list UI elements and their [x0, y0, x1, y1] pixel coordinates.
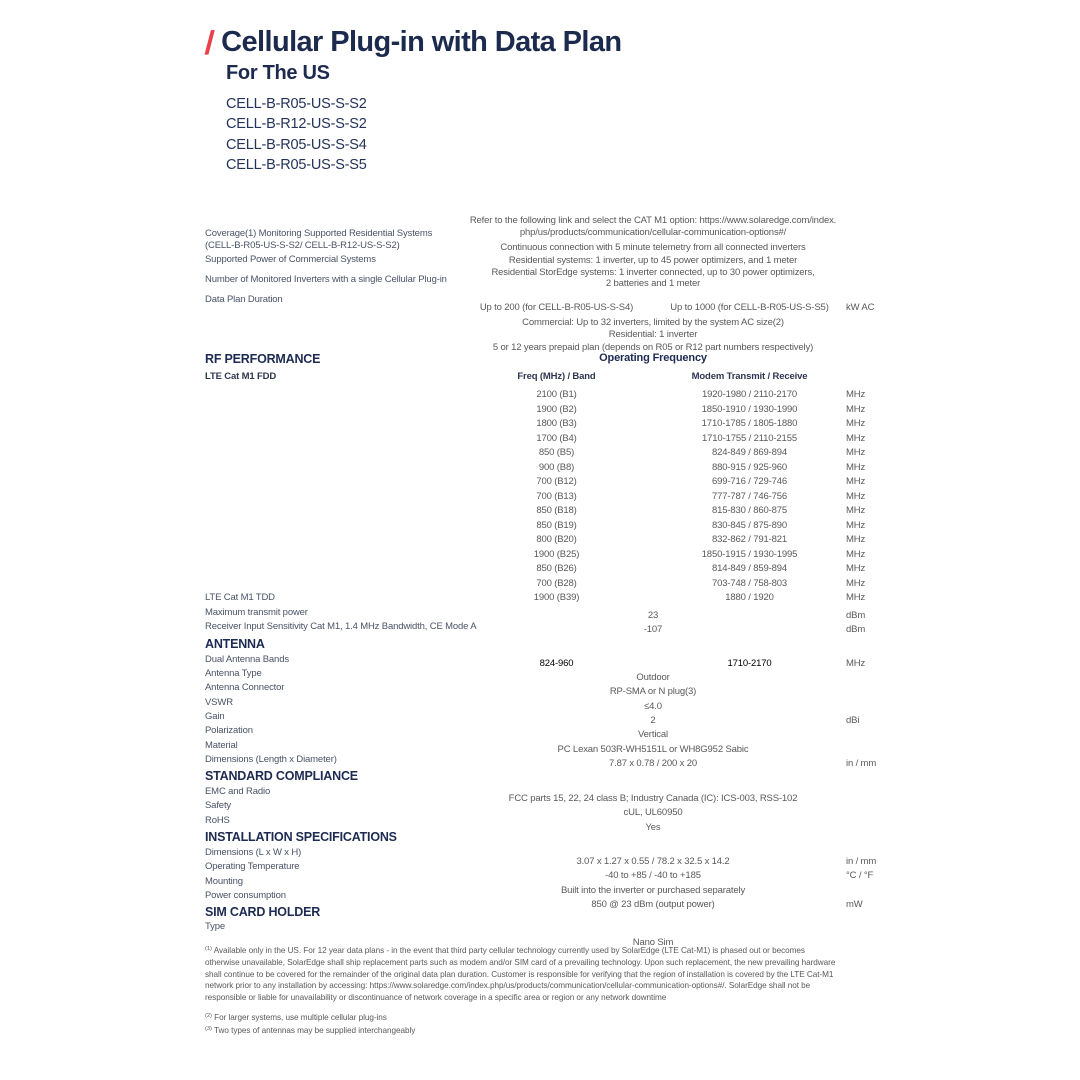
band-freq: 700 (B12): [536, 476, 577, 487]
label-coverage: Coverage(1) Monitoring Supported Residential Systems (CELL-B-R05-US-S-S2/ CELL-B-R12-US-S-S2): [205, 228, 433, 252]
band-freq: 2100 (B1): [536, 389, 577, 400]
band-freq: 850 (B5): [538, 447, 575, 458]
band-unit: MHz: [846, 490, 866, 502]
spec-row-install-dimensions: Dimensions (L x W x H) 3.07 x 1.27 x 0.55 / 78.2 x 32.5 x 14.2 in / mm: [205, 846, 877, 867]
spec-row-sim-type: Type Nano Sim: [205, 920, 674, 948]
band-row: [205, 433, 875, 448]
band-unit: MHz: [846, 577, 866, 589]
band-modem: 880-915 / 925-960: [711, 461, 788, 473]
band-modem: 814-849 / 859-894: [711, 563, 788, 574]
lte-tdd-label: LTE Cat M1 TDD: [205, 592, 275, 603]
spec-row-mounting: Mounting Built into the inverter or purchased separately: [205, 875, 746, 896]
band-row: [205, 534, 875, 549]
spec-row-temperature: Operating Temperature -40 to +85 / -40 to +185 °C / °F: [205, 861, 874, 882]
spec-row-emc: EMC and Radio FCC parts 15, 22, 24 class B; Industry Canada (IC): ICS-003, RSS-102: [205, 785, 798, 804]
spec-row-power-consumption: Power consumption 850 @ 23 dBm (output power) mW: [205, 890, 863, 911]
band-unit: MHz: [846, 548, 866, 560]
band-freq: 1900 (B25): [533, 548, 580, 560]
section-title-rf: RF PERFORMANCE: [205, 352, 321, 366]
band-row: [205, 505, 875, 520]
band-modem: 777-787 / 746-756: [711, 490, 788, 502]
part-number: CELL-B-R05-US-S-S5: [226, 156, 367, 173]
footnote-1: $^{(1)}$ Available only in the US. For 12 year data plans - in the event that third party cellular technology currently used by SolarEdge (LTE Cat-M1) is phased out or becomes otherwise unavailable, SolarEdge shall ship replacement parts such as modem and/or SIM card of a prevailing technology. Upon such replacement, the new prevailing hardware shall continue to be covered for the remainder of the original data plan duration. Customer is responsible for verifying that the region of installation is covered by the LTE Cat-M1 network prior to any installation by accessing: https://www.solaredge.com/index.php/us/products/communication/cellular-communication-options#/. SolarEdge shall not be responsible or liable for unavailability or discontinuance of network coverage in a specific area or region or any network downtime: [205, 946, 836, 1003]
band-modem: 1920-1980 / 2110-2170: [702, 389, 797, 400]
band-unit: MHz: [846, 418, 866, 429]
band-modem: 832-862 / 791-821: [711, 534, 788, 545]
band-modem: 815-830 / 860-875: [711, 505, 788, 516]
part-number: CELL-B-R12-US-S-S2: [226, 116, 367, 133]
band-modem: 1710-1785 / 1805-1880: [701, 418, 798, 429]
spec-row-material: Material PC Lexan 503R-WH5151L or WH8G952 Sabic: [205, 739, 749, 755]
value-residential-systems: Residential systems: 1 inverter, up to 45 power optimizers, and 1 meter Residential StorEdge systems: 1 inverter connected, up to 30 power optimizers, 2 batteries and 1 meter: [491, 255, 815, 290]
band-unit: MHz: [846, 432, 866, 444]
band-unit: MHz: [846, 389, 866, 400]
band-unit: MHz: [846, 592, 866, 603]
band-unit: MHz: [846, 505, 866, 516]
band-modem: 1850-1910 / 1930-1990: [701, 403, 798, 415]
band-freq: 1900 (B2): [536, 403, 577, 415]
spec-row-gain: Gain 2 dBi: [205, 711, 860, 727]
band-row: [205, 491, 875, 506]
unit-kw-ac: kW AC: [846, 302, 875, 313]
part-number: CELL-B-R05-US-S-S2: [226, 96, 367, 112]
band-modem: 830-845 / 875-890: [711, 519, 788, 531]
rf-section-header-row: [205, 352, 875, 369]
value-power-s5: Up to 1000 (for CELL-B-R05-US-S-S5): [670, 302, 829, 313]
band-unit: MHz: [846, 519, 866, 531]
band-unit: MHz: [846, 461, 866, 473]
band-row: [205, 389, 875, 404]
label-commercial-power: Supported Power of Commercial Systems: [205, 254, 376, 265]
band-freq: 800 (B20): [536, 534, 577, 545]
section-title-sim: SIM CARD HOLDER: [205, 904, 321, 919]
band-row: [205, 447, 875, 462]
band-row: [205, 520, 875, 535]
band-unit: MHz: [846, 534, 866, 545]
band-freq: 900 (B8): [538, 461, 575, 473]
value-telemetry: Continuous connection with 5 minute telemetry from all connected inverters: [500, 242, 806, 253]
band-freq: 850 (B18): [536, 505, 577, 516]
title-row: [205, 26, 622, 59]
spec-row-rohs: RoHS Yes: [205, 815, 661, 833]
spec-table: [205, 352, 877, 948]
band-row: [205, 476, 875, 491]
value-commercial-power: [460, 302, 846, 314]
operating-frequency-title: Operating Frequency: [599, 352, 707, 364]
footnotes: [205, 944, 837, 1037]
band-freq: 850 (B19): [536, 519, 577, 531]
spec-row-rx-sensitivity: Receiver Input Sensitivity Cat M1, 1.4 MHz Bandwidth, CE Mode A -107 dBm: [205, 621, 866, 635]
band-modem: 824-849 / 869-894: [711, 447, 788, 458]
band-freq: 700 (B28): [536, 577, 577, 589]
spec-row-polarization: Polarization Vertical: [205, 725, 668, 741]
band-unit: MHz: [846, 403, 866, 415]
band-row: [205, 563, 875, 578]
band-modem: 1880 / 1920: [725, 592, 774, 603]
band-freq: 1800 (B3): [536, 418, 577, 429]
spec-row-antenna-connector: Antenna Connector RP-SMA or N plug(3): [205, 682, 697, 698]
band-table-header-row: [205, 369, 875, 389]
band-modem: 699-716 / 729-746: [711, 476, 788, 487]
value-monitored-inverters: Commercial: Up to 32 inverters, limited by the system AC size(2) Residential: 1 inverter: [522, 317, 784, 340]
section-title-antenna: ANTENNA: [205, 636, 265, 651]
band-modem: 703-748 / 758-803: [711, 577, 788, 589]
brand-slash-icon: /: [203, 24, 216, 61]
spec-row-antenna-type: Antenna Type Outdoor: [205, 667, 670, 683]
band-row: [205, 418, 875, 433]
band-freq: 1900 (B39): [533, 592, 580, 603]
section-title-compliance: STANDARD COMPLIANCE: [205, 768, 358, 783]
band-freq: 1700 (B4): [536, 432, 577, 444]
band-unit: MHz: [846, 476, 866, 487]
label-data-plan-duration: Data Plan Duration: [205, 294, 283, 305]
part-number: CELL-B-R05-US-S-S4: [226, 136, 367, 153]
lte-fdd-label: LTE Cat M1 FDD: [205, 371, 277, 382]
part-number-list: [226, 94, 622, 175]
value-power-s4: Up to 200 (for CELL-B-R05-US-S-S4): [479, 302, 634, 313]
spec-row-dual-bands: Dual Antenna Bands 824-960 1710-2170 MHz: [205, 653, 866, 669]
spec-row-max-tx: Maximum transmit power 23 dBm: [205, 606, 866, 621]
band-freq: 700 (B13): [536, 490, 577, 502]
spec-row-safety: Safety cUL, UL60950: [205, 800, 683, 819]
column-header-modem: Modem Transmit / Receive: [691, 371, 808, 382]
footnote-2: $^{(2)}$ For larger systems, use multiple cellular plug-ins: [205, 1012, 387, 1022]
value-coverage-link: Refer to the following link and select the CAT M1 option: https://www.solaredge.com/index. php/us/products/communication/cellular-communication-options#/: [469, 215, 837, 238]
spec-row-antenna-dimensions: Dimensions (Length x Diameter) 7.87 x 0.78 / 200 x 20 in / mm: [205, 754, 877, 770]
page-subtitle: For The US: [226, 62, 330, 84]
band-row: [205, 592, 875, 607]
section-title-installation: INSTALLATION SPECIFICATIONS: [205, 829, 397, 844]
band-row: [205, 404, 875, 419]
footnote-3: $^{(3)}$ Two types of antennas may be supplied interchangeably: [205, 1025, 416, 1035]
band-row: [205, 462, 875, 477]
band-unit: MHz: [846, 563, 866, 574]
band-unit: MHz: [846, 447, 866, 458]
spec-row-vswr: VSWR ≤4.0: [205, 696, 662, 712]
label-monitored-inverters: Number of Monitored Inverters with a single Cellular Plug-in: [205, 274, 447, 285]
page-title: Cellular Plug-in with Data Plan: [221, 26, 622, 58]
band-row: [205, 578, 875, 593]
band-modem: 1850-1915 / 1930-1995: [701, 548, 798, 560]
band-freq: 850 (B26): [536, 563, 577, 574]
band-modem: 1710-1755 / 2110-2155: [702, 432, 797, 444]
overview-table: [205, 215, 875, 354]
value-data-plan: 5 or 12 years prepaid plan (depends on R05 or R12 part numbers respectively): [492, 342, 814, 353]
band-row: [205, 549, 875, 564]
column-header-freq: Freq (MHz) / Band: [517, 371, 596, 382]
header: [205, 26, 622, 175]
